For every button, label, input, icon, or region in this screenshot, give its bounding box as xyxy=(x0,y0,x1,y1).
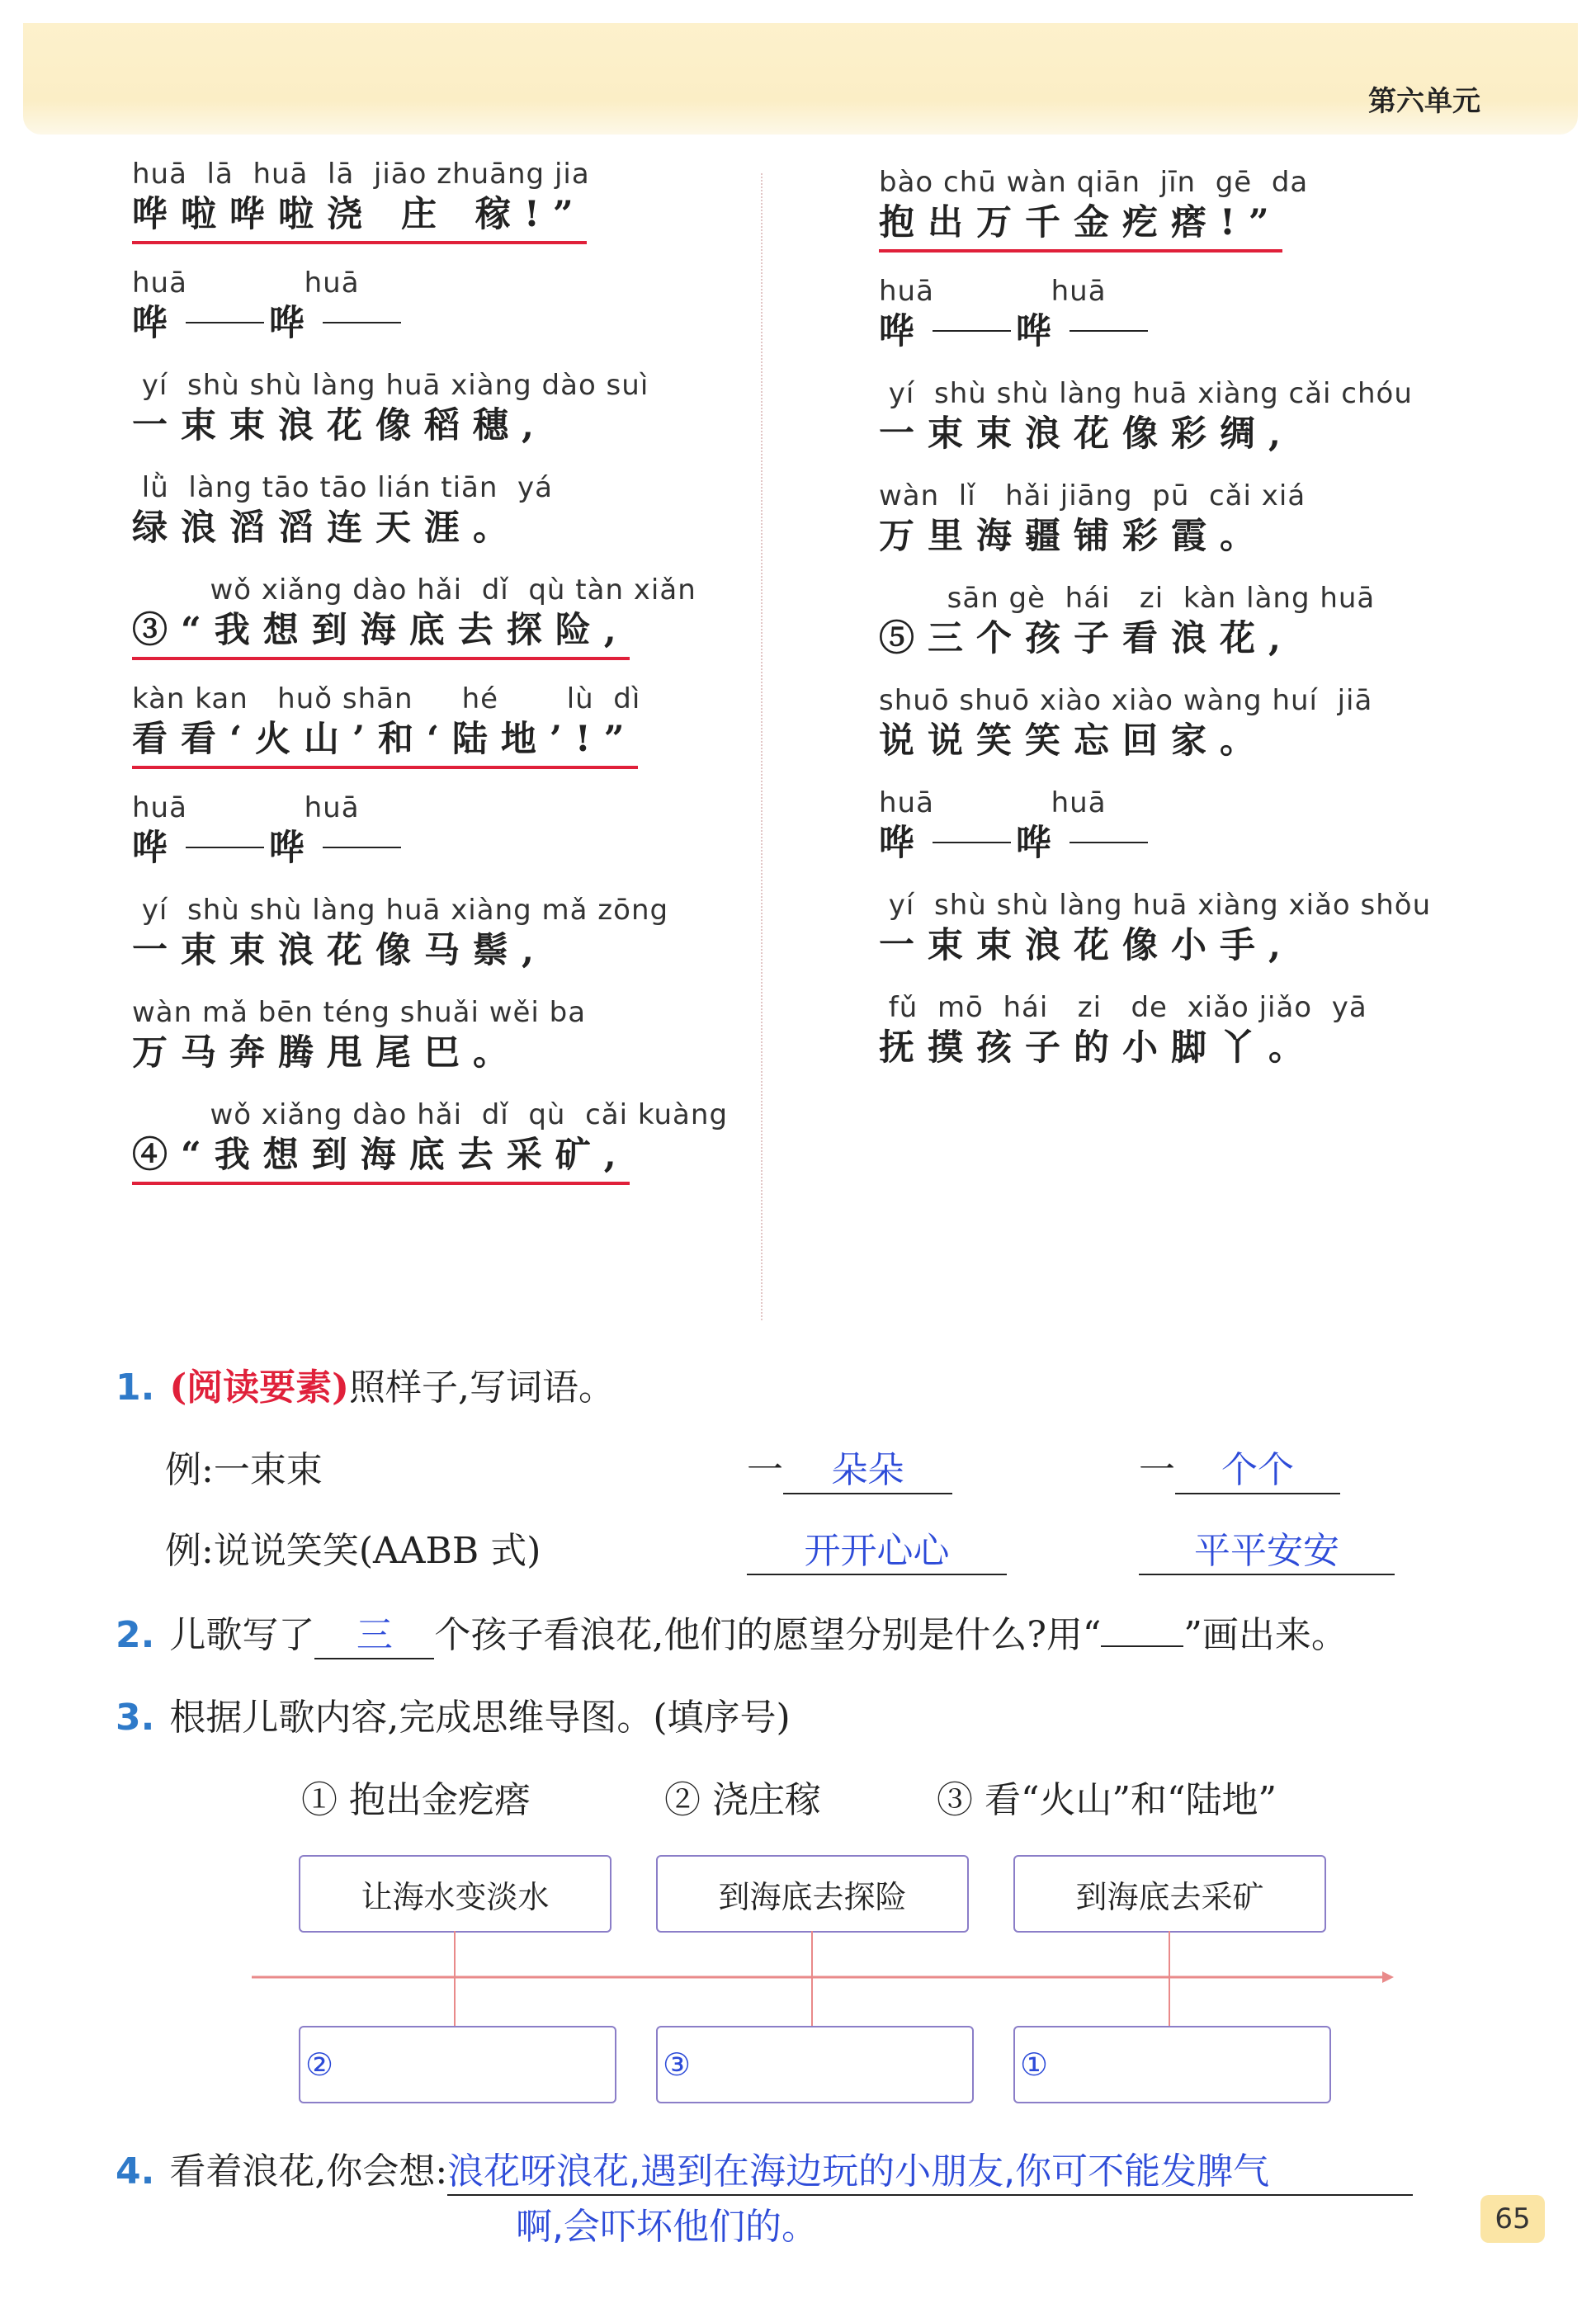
answer-blank[interactable]: 平平安安 xyxy=(1139,1521,1395,1575)
poem-line xyxy=(132,1097,809,1185)
pinyin: yí shù shù làng huā xiàng mǎ zōng xyxy=(132,894,669,927)
question-number: 1. xyxy=(116,1367,155,1409)
pinyin: huā huā xyxy=(879,786,1107,819)
pinyin: huā lā huā lā jiāo zhuāng jia xyxy=(132,158,590,191)
poem-line xyxy=(132,573,809,660)
mindmap-box-mining: 到海底去采矿 xyxy=(1013,1855,1326,1933)
q3-option-3: ③ 看“火山”和“陆地” xyxy=(937,1779,1277,1821)
hanzi: ⑤三个孩子看浪花, xyxy=(879,618,1294,659)
reading-element-tag: (阅读要素) xyxy=(169,1367,349,1409)
hanzi: 抚摸孩子的小脚丫。 xyxy=(879,1027,1317,1069)
answer-line-2[interactable]: 啊,会吓坏他们的。 xyxy=(516,2206,818,2248)
poem-line xyxy=(879,581,1556,662)
hanzi: 一束束浪花像小手, xyxy=(879,925,1294,966)
hanzi: 一束束浪花像彩绸, xyxy=(879,413,1294,455)
hanzi: 哗 哗 xyxy=(879,820,1556,866)
q1-answer-2: 一 个个 xyxy=(1139,1440,1340,1494)
hanzi: 一束束浪花像马鬃, xyxy=(132,930,547,971)
q1-example-2: 例:说说笑笑(AABB 式) xyxy=(165,1530,541,1572)
poem-line xyxy=(132,995,809,1076)
poem-line xyxy=(132,266,809,347)
pinyin: kàn kan huǒ shān hé lù dì xyxy=(132,682,641,715)
hanzi: 一束束浪花像稻穗, xyxy=(132,405,547,446)
answer-blank[interactable]: 个个 xyxy=(1175,1440,1340,1494)
pinyin: huā huā xyxy=(879,275,1107,308)
q1-answer-4 xyxy=(1139,1521,1395,1575)
poem-line xyxy=(879,165,1556,253)
hanzi-underlined: 哗啦哗啦浇 庄 稼!” xyxy=(132,191,587,244)
pinyin: yí shù shù làng huā xiàng cǎi chóu xyxy=(879,377,1413,410)
q1-answer-1: 一 朵朵 xyxy=(747,1440,952,1494)
mindmap-box-desalinate: 让海水变淡水 xyxy=(299,1855,611,1933)
pinyin: yí shù shù làng huā xiàng dào suì xyxy=(132,369,649,402)
pinyin: fǔ mō hái zi de xiǎo jiǎo yā xyxy=(879,991,1367,1024)
answer-blank[interactable]: 三 xyxy=(314,1605,434,1659)
hanzi: 哗 哗 xyxy=(132,825,809,871)
question-2: 2. 儿歌写了 三 个孩子看浪花,他们的愿望分别是什么?用“ ”画出来。 xyxy=(116,1605,1348,1659)
answer-line-1[interactable]: 浪花呀浪花,遇到在海边玩的小朋友,你可不能发脾气 xyxy=(447,2141,1413,2196)
poem-line xyxy=(132,893,809,974)
hanzi-underlined: 看看‘火山’和‘陆地’!” xyxy=(132,716,638,769)
hanzi: 万里海疆铺彩霞。 xyxy=(879,516,1268,557)
question-number: 4. xyxy=(116,2150,155,2193)
poem-line xyxy=(879,683,1556,764)
pinyin: bào chū wàn qiān jīn gē da xyxy=(879,166,1309,199)
poem-line xyxy=(132,470,809,551)
q1-answer-3 xyxy=(747,1521,1007,1575)
pinyin: huā huā xyxy=(132,791,360,824)
q1-example-1: 例:一束束 xyxy=(165,1449,323,1491)
pinyin: wàn mǎ bēn téng shuǎi wěi ba xyxy=(132,996,587,1029)
mindmap-arrow xyxy=(252,1969,1395,1985)
question-number: 3. xyxy=(116,1697,155,1739)
hanzi: 绿浪滔滔连天涯。 xyxy=(132,507,522,549)
answer-blank[interactable]: 开开心心 xyxy=(747,1521,1007,1575)
pinyin: lǜ làng tāo tāo lián tiān yá xyxy=(132,471,554,504)
q3-option-1: ① 抱出金疙瘩 xyxy=(301,1779,531,1821)
hanzi: 万马奔腾甩尾巴。 xyxy=(132,1032,522,1074)
mindmap-box-explore: 到海底去探险 xyxy=(656,1855,969,1933)
poem-line xyxy=(132,682,809,769)
mindmap-answer-box-1[interactable]: ② xyxy=(299,2026,616,2103)
poem-left-column xyxy=(132,157,809,1206)
question-text: 看着浪花,你会想: xyxy=(169,2150,448,2193)
hanzi-underlined: ③“我想到海底去探险, xyxy=(132,607,630,660)
page-number: 65 xyxy=(1480,2195,1545,2243)
hanzi: 哗 哗 xyxy=(132,300,809,347)
pinyin: wàn lǐ hǎi jiāng pū cǎi xiá xyxy=(879,479,1306,512)
header-band xyxy=(23,23,1578,135)
question-4 xyxy=(116,2141,1413,2196)
poem-line xyxy=(132,157,809,244)
underline-sample xyxy=(1101,1645,1183,1647)
unit-label: 第六单元 xyxy=(1368,85,1480,118)
pinyin: wǒ xiǎng dào hǎi dǐ qù tàn xiǎn xyxy=(132,574,696,607)
poem-line xyxy=(879,274,1556,355)
pinyin: yí shù shù làng huā xiàng xiǎo shǒu xyxy=(879,889,1432,922)
pinyin: shuō shuō xiào xiào wàng huí jiā xyxy=(879,684,1373,717)
pinyin: sān gè hái zi kàn làng huā xyxy=(879,582,1376,615)
question-text: 根据儿歌内容,完成思维导图。(填序号) xyxy=(169,1697,791,1739)
poem-line xyxy=(879,479,1556,559)
q3-option-2: ② 浇庄稼 xyxy=(664,1779,821,1821)
pinyin: huā huā xyxy=(132,267,360,300)
poem-line xyxy=(132,791,809,871)
hanzi-underlined: ④“我想到海底去采矿, xyxy=(132,1132,630,1185)
question-number: 2. xyxy=(116,1614,155,1656)
hanzi-underlined: 抱出万千金疙瘩!” xyxy=(879,200,1282,253)
question-1 xyxy=(116,1357,615,1410)
pinyin: wǒ xiǎng dào hǎi dǐ qù cǎi kuàng xyxy=(132,1098,729,1131)
answer-blank[interactable]: 朵朵 xyxy=(783,1440,952,1494)
question-3 xyxy=(116,1688,791,1740)
poem-line xyxy=(879,376,1556,457)
hanzi: 哗 哗 xyxy=(879,309,1556,355)
poem-line xyxy=(879,888,1556,969)
mindmap-answer-box-2[interactable]: ③ xyxy=(656,2026,974,2103)
mindmap-answer-box-3[interactable]: ① xyxy=(1013,2026,1331,2103)
poem-line xyxy=(132,368,809,449)
poem-right-column xyxy=(879,165,1556,1093)
question-text: 照样子,写词语。 xyxy=(348,1367,615,1409)
poem-line xyxy=(879,990,1556,1071)
poem-line xyxy=(879,786,1556,866)
hanzi: 说说笑笑忘回家。 xyxy=(879,720,1268,762)
